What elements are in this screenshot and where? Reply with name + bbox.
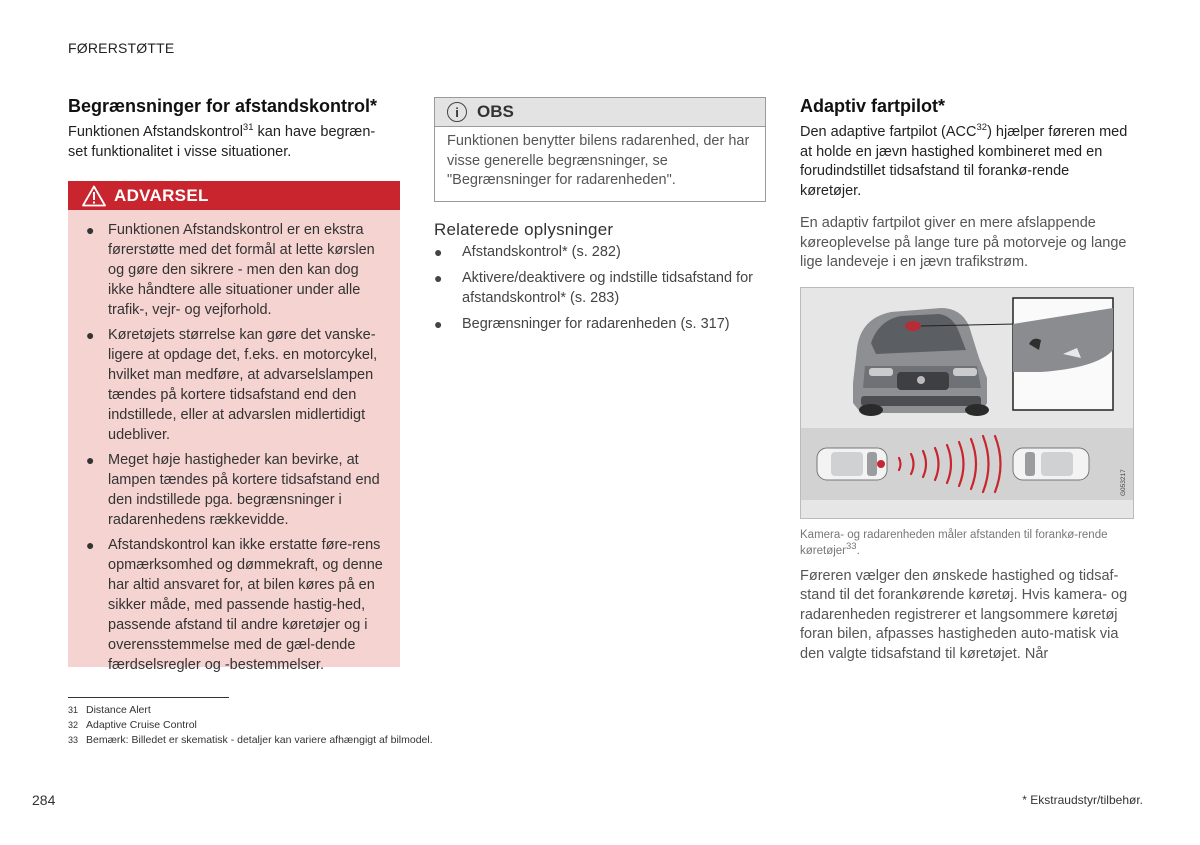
warning-title: ADVARSEL	[114, 185, 209, 205]
own-car-topview	[817, 448, 887, 480]
car-ahead-topview	[1013, 448, 1089, 480]
note-box	[434, 97, 766, 202]
footnote-33: 33 Bemærk: Billedet er skematisk - detaljer kan variere afhængigt af bilmodel.	[68, 734, 433, 746]
footnote-divider	[68, 697, 229, 698]
note-text: Funktionen benytter bilens radarenhed, der har visse generelle begrænsninger, se "Begrænsninger for radarenheden".	[447, 133, 750, 188]
acc-intro: Den adaptive fartpilot (ACC$^{32}$) hjælper føreren med at holde en jævn hastighed kombineret med en forudindstillet tidsafstand til forankø-rende køretøjer.	[800, 122, 1128, 199]
info-icon: i	[447, 102, 467, 122]
footnote-ref-33[interactable]: 33	[846, 540, 857, 552]
footer-note: * Ekstraudstyr/tilbehør.	[1022, 793, 1143, 807]
warning-header	[68, 181, 400, 210]
acc-figure	[800, 287, 1134, 519]
acc-paragraph-2: Føreren vælger den ønskede hastighed og tidsaf-stand til det forankørende køretøj. Hvis kamera- og radarenheden registrerer et langsommere køretøj foran bilen, afpasses hastigheden auto-matisk via den valgte tidsafstand til køretøjet. Når	[800, 567, 1128, 662]
note-column	[434, 97, 766, 340]
figure-caption: Kamera- og radarenheden måler afstanden til forankø-rende køretøjer$^{33}$.	[800, 528, 1108, 557]
warning-list	[68, 210, 400, 675]
footnote-ref-32[interactable]: 32	[976, 122, 988, 134]
warning-item: ● Funktionen Afstandskontrol er en ekstra førerstøtte med det formål at lette kørslen og gøre den sikrere - men den kan dog ikke håndtere alle situationer under alle trafik-, vejr- og vejforhold.	[86, 222, 375, 318]
note-title: OBS	[477, 102, 514, 121]
footnote-ref-31[interactable]: 31	[242, 122, 254, 134]
related-title: Relaterede oplysninger	[434, 219, 614, 239]
related-link[interactable]: ● Afstandskontrol* (s. 282)	[434, 243, 621, 260]
limitations-column	[68, 95, 400, 673]
page-number: 284	[32, 792, 56, 808]
acc-paragraph: En adaptiv fartpilot giver en mere afslappende køreoplevelse på lange ture på motorveje og lange lige landeveje i en jævn trafikstrøm.	[800, 215, 1127, 270]
warning-item: ● Køretøjets størrelse kan gøre det vanske-ligere at opdage det, f.eks. en motorcykel, hvilket man medføre, at advarselslampen tændes på kortere tidsafstand end den indstillede, eller at advarslen midlertidigt udebliver.	[86, 327, 378, 443]
warning-item: ● Meget høje hastigheder kan bevirke, at lampen tændes på kortere tidsafstand end den indstillede pga. begrænsninger i radarenhedens rækkevidde.	[86, 452, 380, 528]
limitations-title: Begrænsninger for afstandskontrol*	[68, 96, 378, 116]
related-list	[434, 242, 766, 334]
car-radar-illustration	[801, 288, 1133, 518]
warning-item: ● Afstandskontrol kan ikke erstatte føre-rens opmærksomhed og dømmekraft, og denne har altid ansvaret for, at bilen køres på en sikker måde, med passende hastig-hed, passende afstand til andre køretøjer og i overensstemmelse med de gæl-dende færdselsregler og -bestemmelser.	[86, 537, 383, 673]
limitations-intro: Funktionen Afstandskontrol$^{31}$ kan have begræn- set funktionalitet i visse situationer.	[68, 122, 376, 160]
footnote-32: 32 Adaptive Cruise Control	[68, 719, 197, 731]
related-link[interactable]: ● Aktivere/deaktivere og indstille tidsafstand for afstandskontrol* (s. 283)	[434, 269, 753, 306]
footnote-31: 31 Distance Alert	[68, 704, 151, 716]
figure-code: G053217	[1120, 468, 1127, 496]
note-header	[435, 98, 765, 127]
section-header: FØRERSTØTTE	[68, 40, 175, 56]
warning-box	[68, 181, 400, 673]
acc-column	[800, 95, 1134, 664]
acc-title: Adaptiv fartpilot*	[800, 96, 946, 116]
sensor-closeup-inset	[1013, 298, 1113, 410]
warning-triangle-icon	[82, 185, 106, 207]
related-link[interactable]: ● Begrænsninger for radarenheden (s. 317)	[434, 315, 730, 332]
